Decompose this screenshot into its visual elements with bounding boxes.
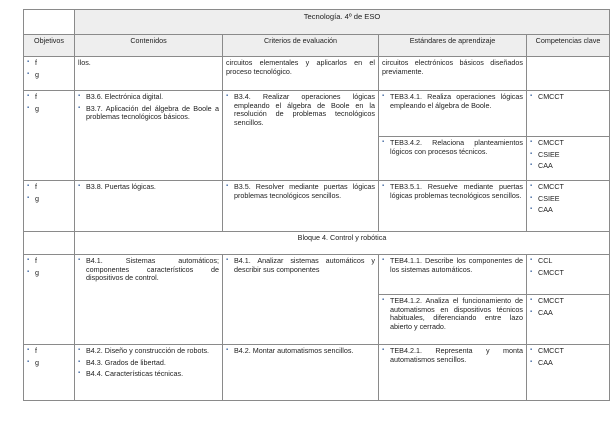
criterio-item: ▪ B3.5. Resolver mediante puertas lógicas problemas tecnológicos sencillos. bbox=[226, 183, 375, 200]
table-title-row bbox=[24, 10, 610, 35]
contenido-item: ▪ B4.3. Grados de libertad. bbox=[78, 359, 219, 368]
table-row bbox=[24, 91, 610, 137]
competencia-item: ▪ CMCCT bbox=[530, 183, 606, 192]
competencia-item: ▪ CMCCT bbox=[530, 269, 606, 278]
header-competencias: Competencias clave bbox=[527, 35, 610, 57]
header-estandares: Estándares de aprendizaje bbox=[379, 35, 527, 57]
curriculum-table bbox=[23, 9, 610, 401]
competencia-item: ▪ CAA bbox=[530, 309, 606, 318]
competencia-item: ▪ CAA bbox=[530, 206, 606, 215]
objetivo-item: ▪ g bbox=[27, 269, 71, 278]
objetivo-item: ▪ f bbox=[27, 59, 71, 68]
table-title: Tecnología. 4º de ESO bbox=[75, 10, 610, 35]
competencia-item: ▪ CMCCT bbox=[530, 347, 606, 356]
criterio-item: ▪ B4.1. Analizar sistemas automáticos y describir sus componentes bbox=[226, 257, 375, 274]
table-row bbox=[24, 345, 610, 401]
block-title: Bloque 4. Control y robótica bbox=[75, 232, 610, 255]
column-header-row bbox=[24, 35, 610, 57]
block-header-row bbox=[24, 232, 610, 255]
estandar-item: ▪ TEB4.2.1. Representa y monta automatismos sencillos. bbox=[382, 347, 523, 364]
criterio-item: ▪ B4.2. Montar automatismos sencillos. bbox=[226, 347, 375, 356]
table-row bbox=[24, 57, 610, 91]
competencia-item: ▪ CAA bbox=[530, 359, 606, 368]
competencia-item: ▪ CAA bbox=[530, 162, 606, 171]
competencias-cell bbox=[527, 57, 610, 91]
objetivo-item: ▪ f bbox=[27, 183, 71, 192]
objetivo-item: ▪ g bbox=[27, 105, 71, 114]
competencia-item: ▪ CCL bbox=[530, 257, 606, 266]
contenido-cell: llos. bbox=[75, 57, 223, 91]
objetivo-item: ▪ g bbox=[27, 359, 71, 368]
competencia-item: ▪ CSIEE bbox=[530, 151, 606, 160]
objetivo-item: ▪ f bbox=[27, 347, 71, 356]
contenido-item: ▪ B4.2. Diseño y construcción de robots. bbox=[78, 347, 219, 356]
table-row bbox=[24, 181, 610, 232]
estandar-cell: circuitos electrónicos básicos diseñados previamente. bbox=[379, 57, 527, 91]
contenido-item: ▪ B3.8. Puertas lógicas. bbox=[78, 183, 219, 192]
estandar-item: ▪ TEB3.5.1. Resuelve mediante puertas lógicas problemas tecnológicos sencillos. bbox=[382, 183, 523, 200]
header-contenidos: Contenidos bbox=[75, 35, 223, 57]
contenido-item: ▪ B3.6. Electrónica digital. bbox=[78, 93, 219, 102]
header-objetivos: Objetivos bbox=[24, 35, 75, 57]
objetivo-item: ▪ f bbox=[27, 257, 71, 266]
competencia-item: ▪ CSIEE bbox=[530, 195, 606, 204]
competencia-item: ▪ CMCCT bbox=[530, 297, 606, 306]
estandar-item: ▪ TEB3.4.2. Relaciona planteamientos lógicos con procesos técnicos. bbox=[382, 139, 523, 156]
objetivo-item: ▪ f bbox=[27, 93, 71, 102]
competencia-item: ▪ CMCCT bbox=[530, 93, 606, 102]
contenido-item: ▪ B4.1. Sistemas automáticos; componentes característicos de dispositivos de control. bbox=[78, 257, 219, 283]
criterio-item: ▪ B3.4. Realizar operaciones lógicas empleando el álgebra de Boole en la resolución de problemas tecnológicos sencillos. bbox=[226, 93, 375, 128]
criterio-cell: circuitos elementales y aplicarlos en el proceso tecnológico. bbox=[223, 57, 379, 91]
estandar-item: ▪ TEB4.1.2. Analiza el funcionamiento de automatismos en dispositivos técnicos habituales, diferenciando entre lazo abierto y cerrado. bbox=[382, 297, 523, 332]
objetivo-item: ▪ g bbox=[27, 71, 71, 80]
estandar-item: ▪ TEB3.4.1. Realiza operaciones lógicas empleando el álgebra de Boole. bbox=[382, 93, 523, 110]
table-row bbox=[24, 255, 610, 295]
estandar-item: ▪ TEB4.1.1. Describe los componentes de los sistemas automáticos. bbox=[382, 257, 523, 274]
header-criterios: Criterios de evaluación bbox=[223, 35, 379, 57]
contenido-item: ▪ B3.7. Aplicación del álgebra de Boole a problemas tecnológicos básicos. bbox=[78, 105, 219, 122]
contenido-item: ▪ B4.4. Características técnicas. bbox=[78, 370, 219, 379]
objetivo-item: ▪ g bbox=[27, 195, 71, 204]
competencia-item: ▪ CMCCT bbox=[530, 139, 606, 148]
